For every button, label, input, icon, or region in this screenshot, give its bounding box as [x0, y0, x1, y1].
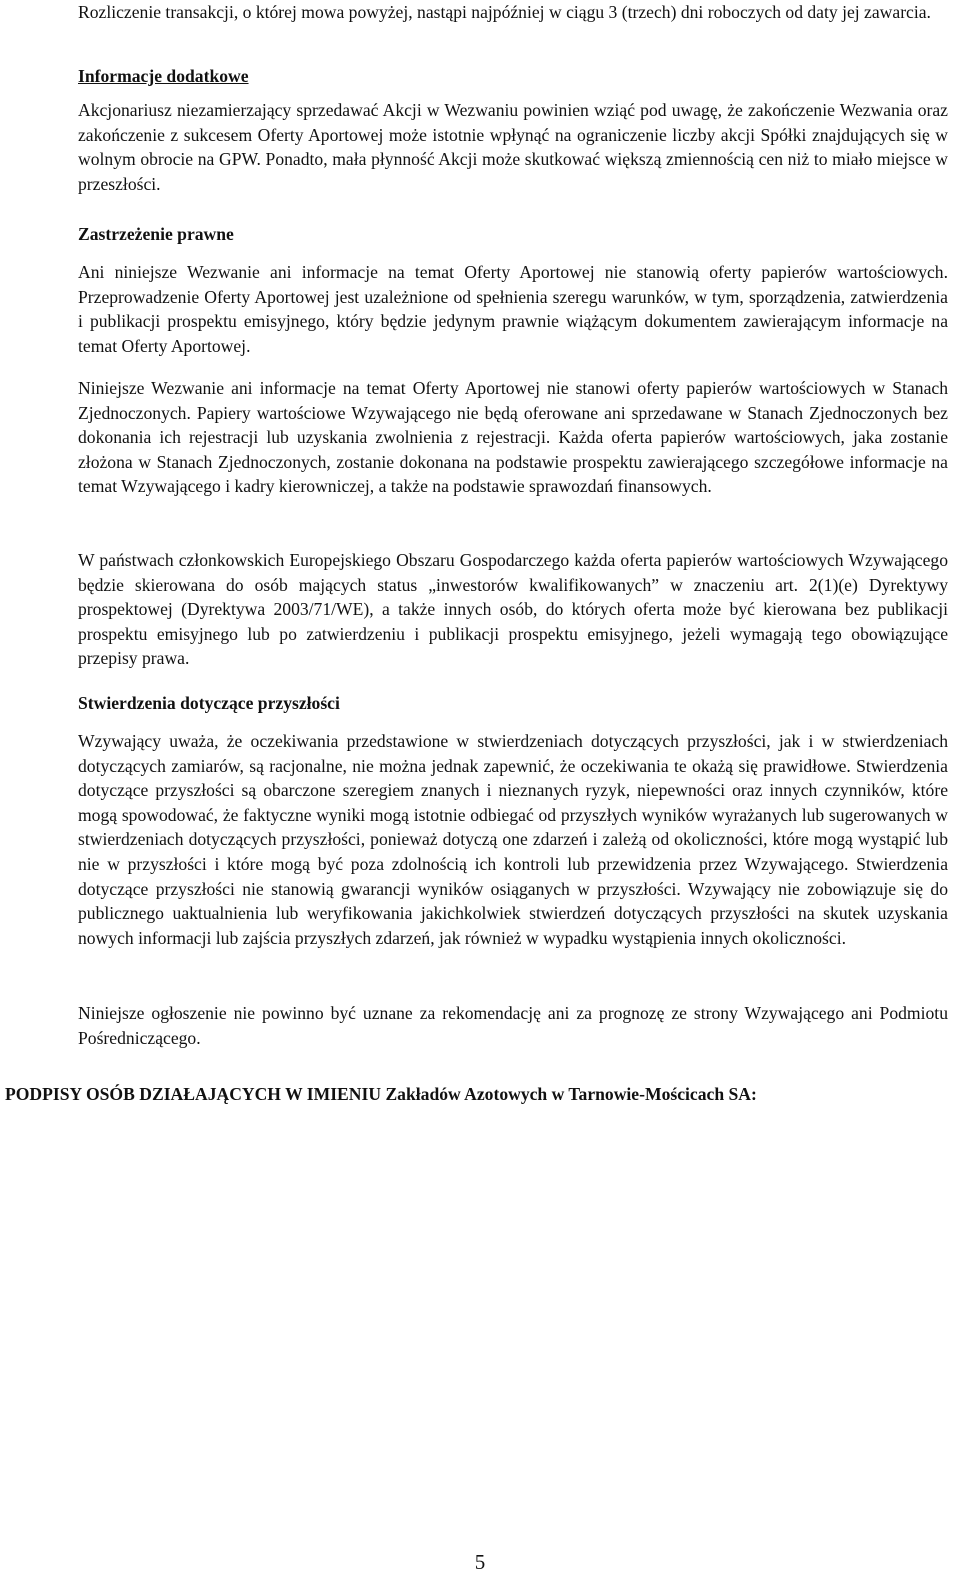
heading-legal-disclaimer: Zastrzeżenie prawne	[78, 224, 234, 244]
heading-additional-info: Informacje dodatkowe	[78, 66, 249, 86]
paragraph-no-recommendation: Niniejsze ogłoszenie nie powinno być uznane za rekomendację ani za prognozę ze strony Wzywającego ani Podmiotu Pośredniczącego.	[78, 1003, 948, 1048]
paragraph-additional-info: Akcjonariusz niezamierzający sprzedawać Akcji w Wezwaniu powinien wziąć pod uwagę, że zakończenie Wezwania oraz zakończenie z sukcesem Oferty Aportowej może istotnie wpłynąć na ograniczenie liczby akcji Spółki znajdujących się w wolnym obrocie na GPW. Ponadto, mała płynność Akcji może skutkować większą zmiennością cen niż to miało miejsce w przeszłości.	[78, 100, 948, 194]
paragraph-legal-2: Niniejsze Wezwanie ani informacje na temat Oferty Aportowej nie stanowi oferty papierów wartościowych w Stanach Zjednoczonych. Papiery wartościowe Wzywającego nie będą oferowane ani sprzedawane w Stanach Zjednoczonych bez dokonania ich rejestracji lub uzyskania zwolnienia z rejestracji. Każda oferta papierów wartościowych, jaka zostanie złożona w Stanach Zjednoczonych, zostanie dokonana na podstawie prospektu zawierającego szczegółowe informacje na temat Wzywającego i kadry kierowniczej, a także na podstawie sprawozdań finansowych.	[78, 378, 948, 497]
signature-heading: PODPISY OSÓB DZIAŁAJĄCYCH W IMIENIU Zakładów Azotowych w Tarnowie-Mościcach SA:	[5, 1084, 757, 1104]
paragraph-legal-1: Ani niniejsze Wezwanie ani informacje na temat Oferty Aportowej nie stanowią oferty papierów wartościowych. Przeprowadzenie Oferty Aportowej jest uzależnione od spełnienia szeregu warunków, w tym, sporządzenia, zatwierdzenia i publikacji prospektu emisyjnego, który będzie jedynym prawnie wiążącym dokumentem zawierającym informacje na temat Oferty Aportowej.	[78, 262, 948, 356]
paragraph-legal-3: W państwach członkowskich Europejskiego Obszaru Gospodarczego każda oferta papierów wartościowych Wzywającego będzie skierowana do osób mających status „inwestorów kwalifikowanych” w znaczeniu art. 2(1)(e) Dyrektywy prospektowej (Dyrektywa 2003/71/WE), a także innych osób, do których oferta może być kierowana bez publikacji prospektu emisyjnego lub po zatwierdzeniu i publikacji prospektu emisyjnego, jeżeli wymagają tego obowiązujące przepisy prawa.	[78, 550, 948, 669]
paragraph-forward-looking: Wzywający uważa, że oczekiwania przedstawione w stwierdzeniach dotyczących przyszłości, jak i w stwierdzeniach dotyczących zamiarów, są racjonalne, nie można jednak zapewnić, że oczekiwania te okażą się prawidłowe. Stwierdzenia dotyczące przyszłości są obarczone szeregiem znanych i nieznanych ryzyk, niepewności oraz innych czynników, które mogą spowodować, że faktyczne wyniki mogą istotnie odbiegać od przyszłych wyników wyrażanych lub sugerowanych w stwierdzeniach dotyczących przyszłości, ponieważ dotyczą one zdarzeń i zależą od okoliczności, które mogą wystąpić lub nie w przyszłości i które mogą być poza zdolnością ich kontroli lub przewidzenia przez Wzywającego. Stwierdzenia dotyczące przyszłości nie stanowią gwarancji wyników osiąganych w przyszłości. Wzywający nie zobowiązuje się do publicznego uaktualnienia lub weryfikowania jakichkolwiek stwierdzeń dotyczących przyszłości na skutek uzyskania nowych informacji lub zajścia przyszłych zdarzeń, jak również w wypadku wystąpienia innych okoliczności.	[78, 731, 948, 948]
heading-forward-looking: Stwierdzenia dotyczące przyszłości	[78, 693, 340, 713]
paragraph-settlement: Rozliczenie transakcji, o której mowa powyżej, nastąpi najpóźniej w ciągu 3 (trzech) dni roboczych od daty jej zawarcia.	[78, 2, 931, 22]
page-number: 5	[474, 1550, 486, 1574]
